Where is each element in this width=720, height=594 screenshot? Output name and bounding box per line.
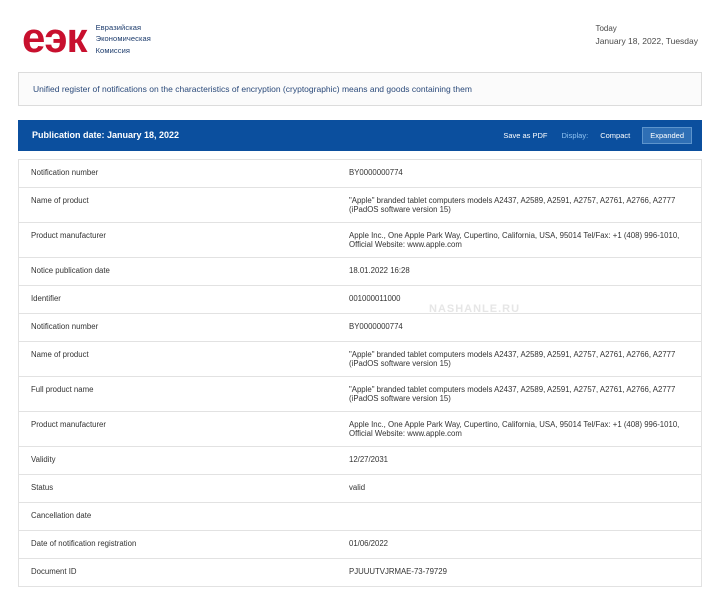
row-label: Notice publication date (31, 265, 110, 275)
row-label: Product manufacturer (31, 230, 106, 240)
table-row (19, 302, 701, 342)
current-date: January 18, 2022, Tuesday (595, 36, 698, 46)
table-row (19, 188, 701, 223)
page-header (0, 0, 720, 68)
row-value (339, 302, 701, 341)
brand-logo-block (22, 14, 151, 61)
row-value-line1: "Apple" branded tablet computers models A2437, A2589, A2591, A2757, A2761, A2766, A2777 (349, 195, 676, 205)
row-value (339, 377, 701, 411)
row-value: 01/06/2022 (349, 538, 389, 548)
row-value (339, 412, 701, 446)
watermark-text: NASHANLE.RU (429, 302, 521, 315)
table-row (19, 377, 701, 412)
row-label: Validity (31, 454, 56, 464)
row-value: 12/27/2031 (349, 454, 389, 464)
row-value: 18.01.2022 16:28 (349, 265, 410, 275)
publication-date-label: Publication date: January 18, 2022 (32, 130, 180, 141)
table-row (19, 286, 701, 314)
row-value-line2: (iPadOS software version 15) (349, 358, 451, 368)
row-value: 001000011000 (349, 293, 401, 303)
table-row (19, 412, 701, 447)
row-value-line2: (iPadOS software version 15) (349, 204, 451, 214)
row-value-line1: "Apple" branded tablet computers models A2437, A2589, A2591, A2757, A2761, A2766, A2777 (349, 349, 676, 359)
brand-line-3: Комиссия (95, 45, 131, 55)
row-label: Identifier (31, 293, 61, 303)
brand-line-2: Экономическая (95, 34, 151, 44)
notification-table (18, 159, 702, 587)
row-value (339, 503, 701, 530)
brand-subtitle (96, 20, 151, 55)
row-value-line1: Apple Inc., One Apple Park Way, Cupertino, California, USA, 95014 Tel/Fax: +1 (408) 996-1010, (349, 419, 680, 429)
eec-logo: еэк (22, 14, 87, 61)
toolbar-actions (503, 127, 692, 144)
row-value: valid (349, 482, 366, 492)
publication-toolbar (18, 120, 702, 151)
table-row (19, 503, 701, 531)
table-row (19, 258, 701, 286)
row-value (339, 188, 701, 222)
row-label: Full product name (31, 384, 94, 394)
row-value: BY0000000774 (349, 167, 403, 177)
table-row (19, 531, 701, 559)
table-row (19, 342, 701, 377)
row-value-line1: "Apple" branded tablet computers models A2437, A2589, A2591, A2757, A2761, A2766, A2777 (349, 384, 676, 394)
row-value-line1: BY0000000774 (349, 321, 403, 331)
row-label: Cancellation date (31, 510, 92, 520)
register-notice: Unified register of notifications on the characteristics of encryption (cryptographic) means and goods containing them (18, 72, 702, 106)
row-value (339, 223, 701, 257)
row-value-line2: (iPadOS software version 15) (349, 393, 451, 403)
save-as-pdf-button[interactable]: Save as PDF (503, 130, 548, 140)
row-value-document-id: PJUUUTVJRMAE-73-79729 (349, 566, 447, 576)
row-label: Status (31, 482, 54, 492)
display-mode-group (562, 127, 692, 144)
row-label: Name of product (31, 349, 89, 359)
row-label: Document ID (31, 566, 77, 576)
row-value-line2: Official Website: www.apple.com (349, 239, 462, 249)
row-value-line1: Apple Inc., One Apple Park Way, Cupertino, California, USA, 95014 Tel/Fax: +1 (408) 996-1010, (349, 230, 680, 240)
date-block (595, 18, 698, 46)
display-option-expanded[interactable]: Expanded (642, 127, 692, 144)
row-label: Date of notification registration (31, 538, 137, 548)
row-label: Product manufacturer (31, 419, 106, 429)
table-row (19, 475, 701, 503)
table-row (19, 160, 701, 188)
table-row (19, 447, 701, 475)
row-value (339, 342, 701, 376)
table-row (19, 559, 701, 587)
today-label: Today (595, 24, 617, 33)
row-label: Notification number (31, 321, 99, 331)
display-option-compact[interactable]: Compact (600, 130, 631, 140)
row-value-line2: Official Website: www.apple.com (349, 428, 462, 438)
brand-line-1: Евразийская (95, 23, 142, 33)
display-mode-label: Display: (561, 130, 589, 140)
table-row (19, 223, 701, 258)
row-label: Notification number (31, 167, 99, 177)
row-label: Name of product (31, 195, 89, 205)
